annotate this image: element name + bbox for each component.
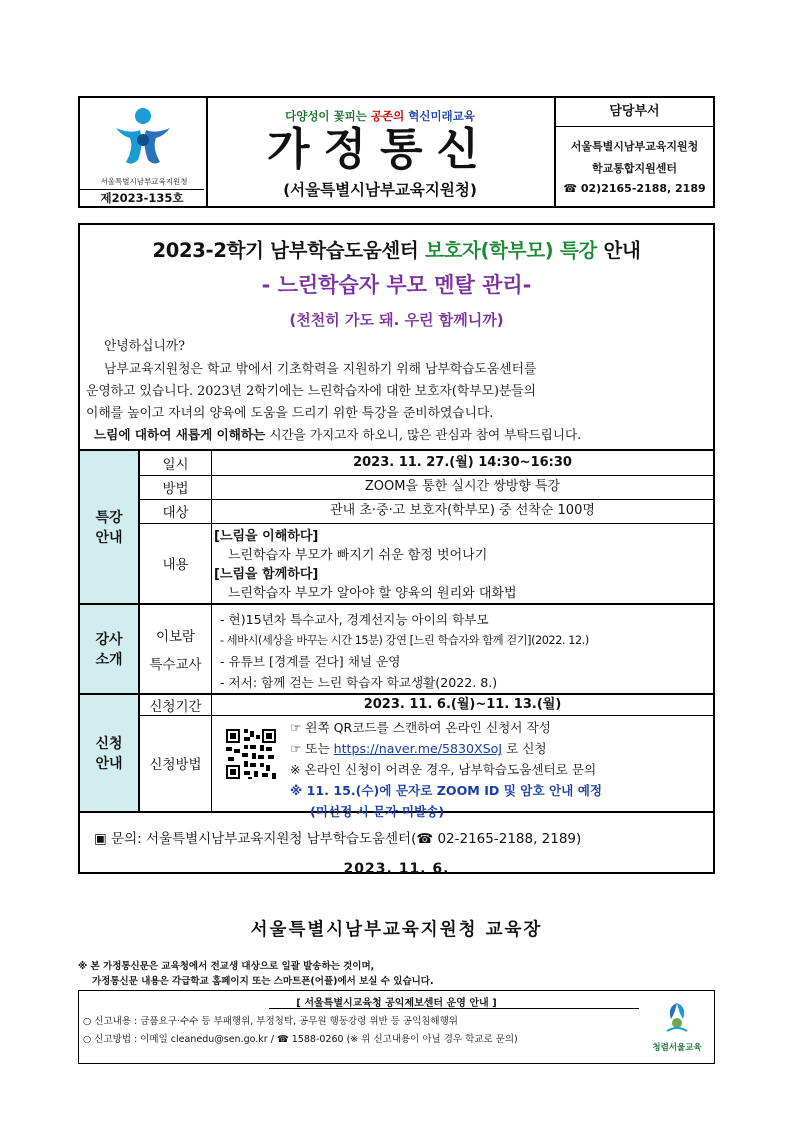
- section-divider: [140, 603, 713, 605]
- footer-note-1: ※ 본 가정통신문은 교육청에서 전교생 대상으로 일괄 발송하는 것이며,: [78, 961, 375, 972]
- method-value: ZOOM을 통한 실시간 쌍방향 특강: [364, 479, 561, 494]
- greeting: 안녕하십니까?: [104, 339, 186, 354]
- apply-link[interactable]: https://naver.me/5830XSoJ: [333, 741, 503, 756]
- signature: 서울특별시남부교육지원청 교육장: [250, 920, 543, 940]
- apply-qr-instruction: ☞ 왼쪽 QR코드를 스캔하여 온라인 신청서 작성: [290, 720, 551, 735]
- section-apply: 신청 안내: [80, 693, 140, 811]
- issue-number: 제2023-135호: [80, 189, 204, 207]
- target-value: 관내 초·중·고 보호자(학부모) 중 선착순 100명: [330, 503, 595, 518]
- notice-title: [80, 235, 713, 263]
- title-part: 안내: [596, 239, 641, 262]
- speaker-name: 이보람: [155, 629, 196, 645]
- speaker-title: 특수교사: [149, 657, 202, 673]
- body-emphasis: 느림에 대하여 새롭게 이해하는: [94, 427, 266, 442]
- logo-office-name: 서울특별시남부교육지원청: [100, 177, 188, 186]
- notice-subtitle-2: (천천히 가도 돼. 우린 함께니까): [289, 311, 504, 329]
- target-label: 대상: [140, 499, 212, 523]
- integrity-logo-text: 청렴서울교육: [652, 1043, 702, 1053]
- department-center: 학교통합지원센터: [591, 162, 677, 175]
- body-text: 시간을 가지고자 하오니, 많은 관심과 참여 부탁드립니다.: [265, 427, 582, 442]
- speaker-bio-item: - 현)15년차 특수교사, 경계선지능 아이의 학부모: [220, 612, 489, 627]
- apply-link-suffix: 로 신청: [502, 741, 547, 756]
- seoul-education-logo-icon: [110, 104, 176, 172]
- department-heading: 담당부서: [556, 98, 713, 127]
- content-text-1: 느린학습자 부모가 빠지기 쉬운 함정 벗어나기: [228, 548, 488, 563]
- issue-date: 2023. 11. 6.: [343, 861, 450, 877]
- date-value: 2023. 11. 27.(월) 14:30~16:30: [353, 455, 572, 470]
- apply-instructions: [290, 717, 710, 822]
- contact-info: ▣ 문의: 서울특별시남부교육지원청 남부학습도움센터(☎ 02-2165-2188, 2189): [94, 831, 582, 847]
- notice-subtitle: - 느린학습자 부모 멘탈 관리-: [261, 273, 532, 297]
- department-phone: ☎ 02)2165-2188, 2189: [563, 182, 706, 195]
- whistleblower-box: [78, 990, 715, 1064]
- apply-link-prefix: ☞ 또는: [290, 741, 334, 756]
- row-divider: [140, 523, 713, 524]
- period-value: 2023. 11. 6.(월)~11. 13.(월): [363, 697, 562, 712]
- content-text-2: 느린학습자 부모가 알아야 할 양육의 원리와 대화법: [228, 586, 517, 601]
- date-label: 일시: [140, 451, 212, 475]
- speaker-cell: [140, 605, 212, 693]
- method-label: 방법: [140, 475, 212, 499]
- title-underline: [269, 1008, 639, 1009]
- footer-note-2: 가정통신문 내용은 각급학교 홈페이지 또는 스마트폰(어플)에서 보실 수 있습니다.: [92, 976, 434, 987]
- body-line: 남부교육지원청은 학교 밖에서 기초학력을 지원하기 위해 남부학습도움센터를: [104, 362, 537, 377]
- speaker-bio-item: - 저서: 함께 걷는 느린 학습자 학교생활(2022. 8.): [220, 675, 498, 690]
- body-line: 운영하고 있습니다. 2023년 2학기에는 느린학습자에 대한 보호자(학부모)분들의: [86, 384, 537, 399]
- speaker-bio-item: - 세바시(세상을 바꾸는 시간 15분) 강연 [느린 학습자와 함께 걷기](2022. 12.): [220, 634, 589, 647]
- slogan: [206, 108, 554, 124]
- publisher-name: (서울특별시남부교육지원청): [283, 181, 477, 199]
- slogan-highlight: 공존의: [370, 109, 405, 123]
- title-highlight: 보호자(학부모) 특강: [424, 239, 597, 262]
- body-line: 이해를 높이고 자녀의 양육에 도움을 드리기 위한 특강을 준비하였습니다.: [86, 406, 494, 421]
- section-lecture: 특강 안내: [80, 451, 140, 603]
- period-label: 신청기간: [140, 695, 212, 715]
- content-label: 내용: [140, 523, 212, 603]
- report-method: ○ 신고방법 : 이메일 cleanedu@sen.go.kr / ☎ 1588-0260 (※ 위 신고내용이 아닐 경우 학교로 문의): [83, 1034, 518, 1045]
- body-line: [94, 424, 721, 443]
- apply-link-line: [290, 738, 710, 759]
- apply-zoom-subnote: (미선정 시 문자 미발송): [310, 804, 445, 819]
- apply-method-label: 신청방법: [140, 715, 212, 811]
- speaker-bio: [220, 609, 713, 693]
- masthead-title: 가정통신: [266, 124, 493, 175]
- section-speaker: 강사 소개: [80, 603, 140, 693]
- row-divider: [140, 715, 713, 716]
- whistleblower-title: [ 서울특별시교육청 공익제보센터 운영 안내 ]: [296, 998, 497, 1009]
- integrity-logo-icon: [657, 999, 697, 1039]
- logo-cell: [80, 98, 208, 206]
- qr-code-icon[interactable]: [224, 727, 278, 781]
- content-heading-1: [느림을 이해하다]: [214, 529, 319, 544]
- title-part: 2023-2학기 남부학습도움센터: [152, 239, 425, 262]
- apply-zoom-note: ※ 11. 15.(수)에 문자로 ZOOM ID 및 암호 안내 예정: [290, 783, 603, 798]
- department-office: 서울특별시남부교육지원청: [570, 140, 699, 153]
- slogan-part: 다양성이 꽃피는: [285, 109, 371, 123]
- apply-note: ※ 온라인 신청이 어려운 경우, 남부학습도움센터로 문의: [290, 762, 597, 777]
- content-heading-2: [느림을 함께하다]: [214, 567, 319, 582]
- department-cell: [554, 98, 715, 206]
- report-content: ○ 신고내용 : 금품요구·수수 등 부패행위, 부정청탁, 공무원 행동강령 위반 등 공익침해행위: [83, 1016, 458, 1027]
- speaker-bio-item: - 유튜브 [경계를 걷다] 채널 운영: [220, 654, 401, 669]
- notice-body: [78, 223, 715, 877]
- info-table: [80, 449, 713, 819]
- newsletter-header: [78, 96, 715, 208]
- slogan-part: 혁신미래교육: [404, 109, 475, 123]
